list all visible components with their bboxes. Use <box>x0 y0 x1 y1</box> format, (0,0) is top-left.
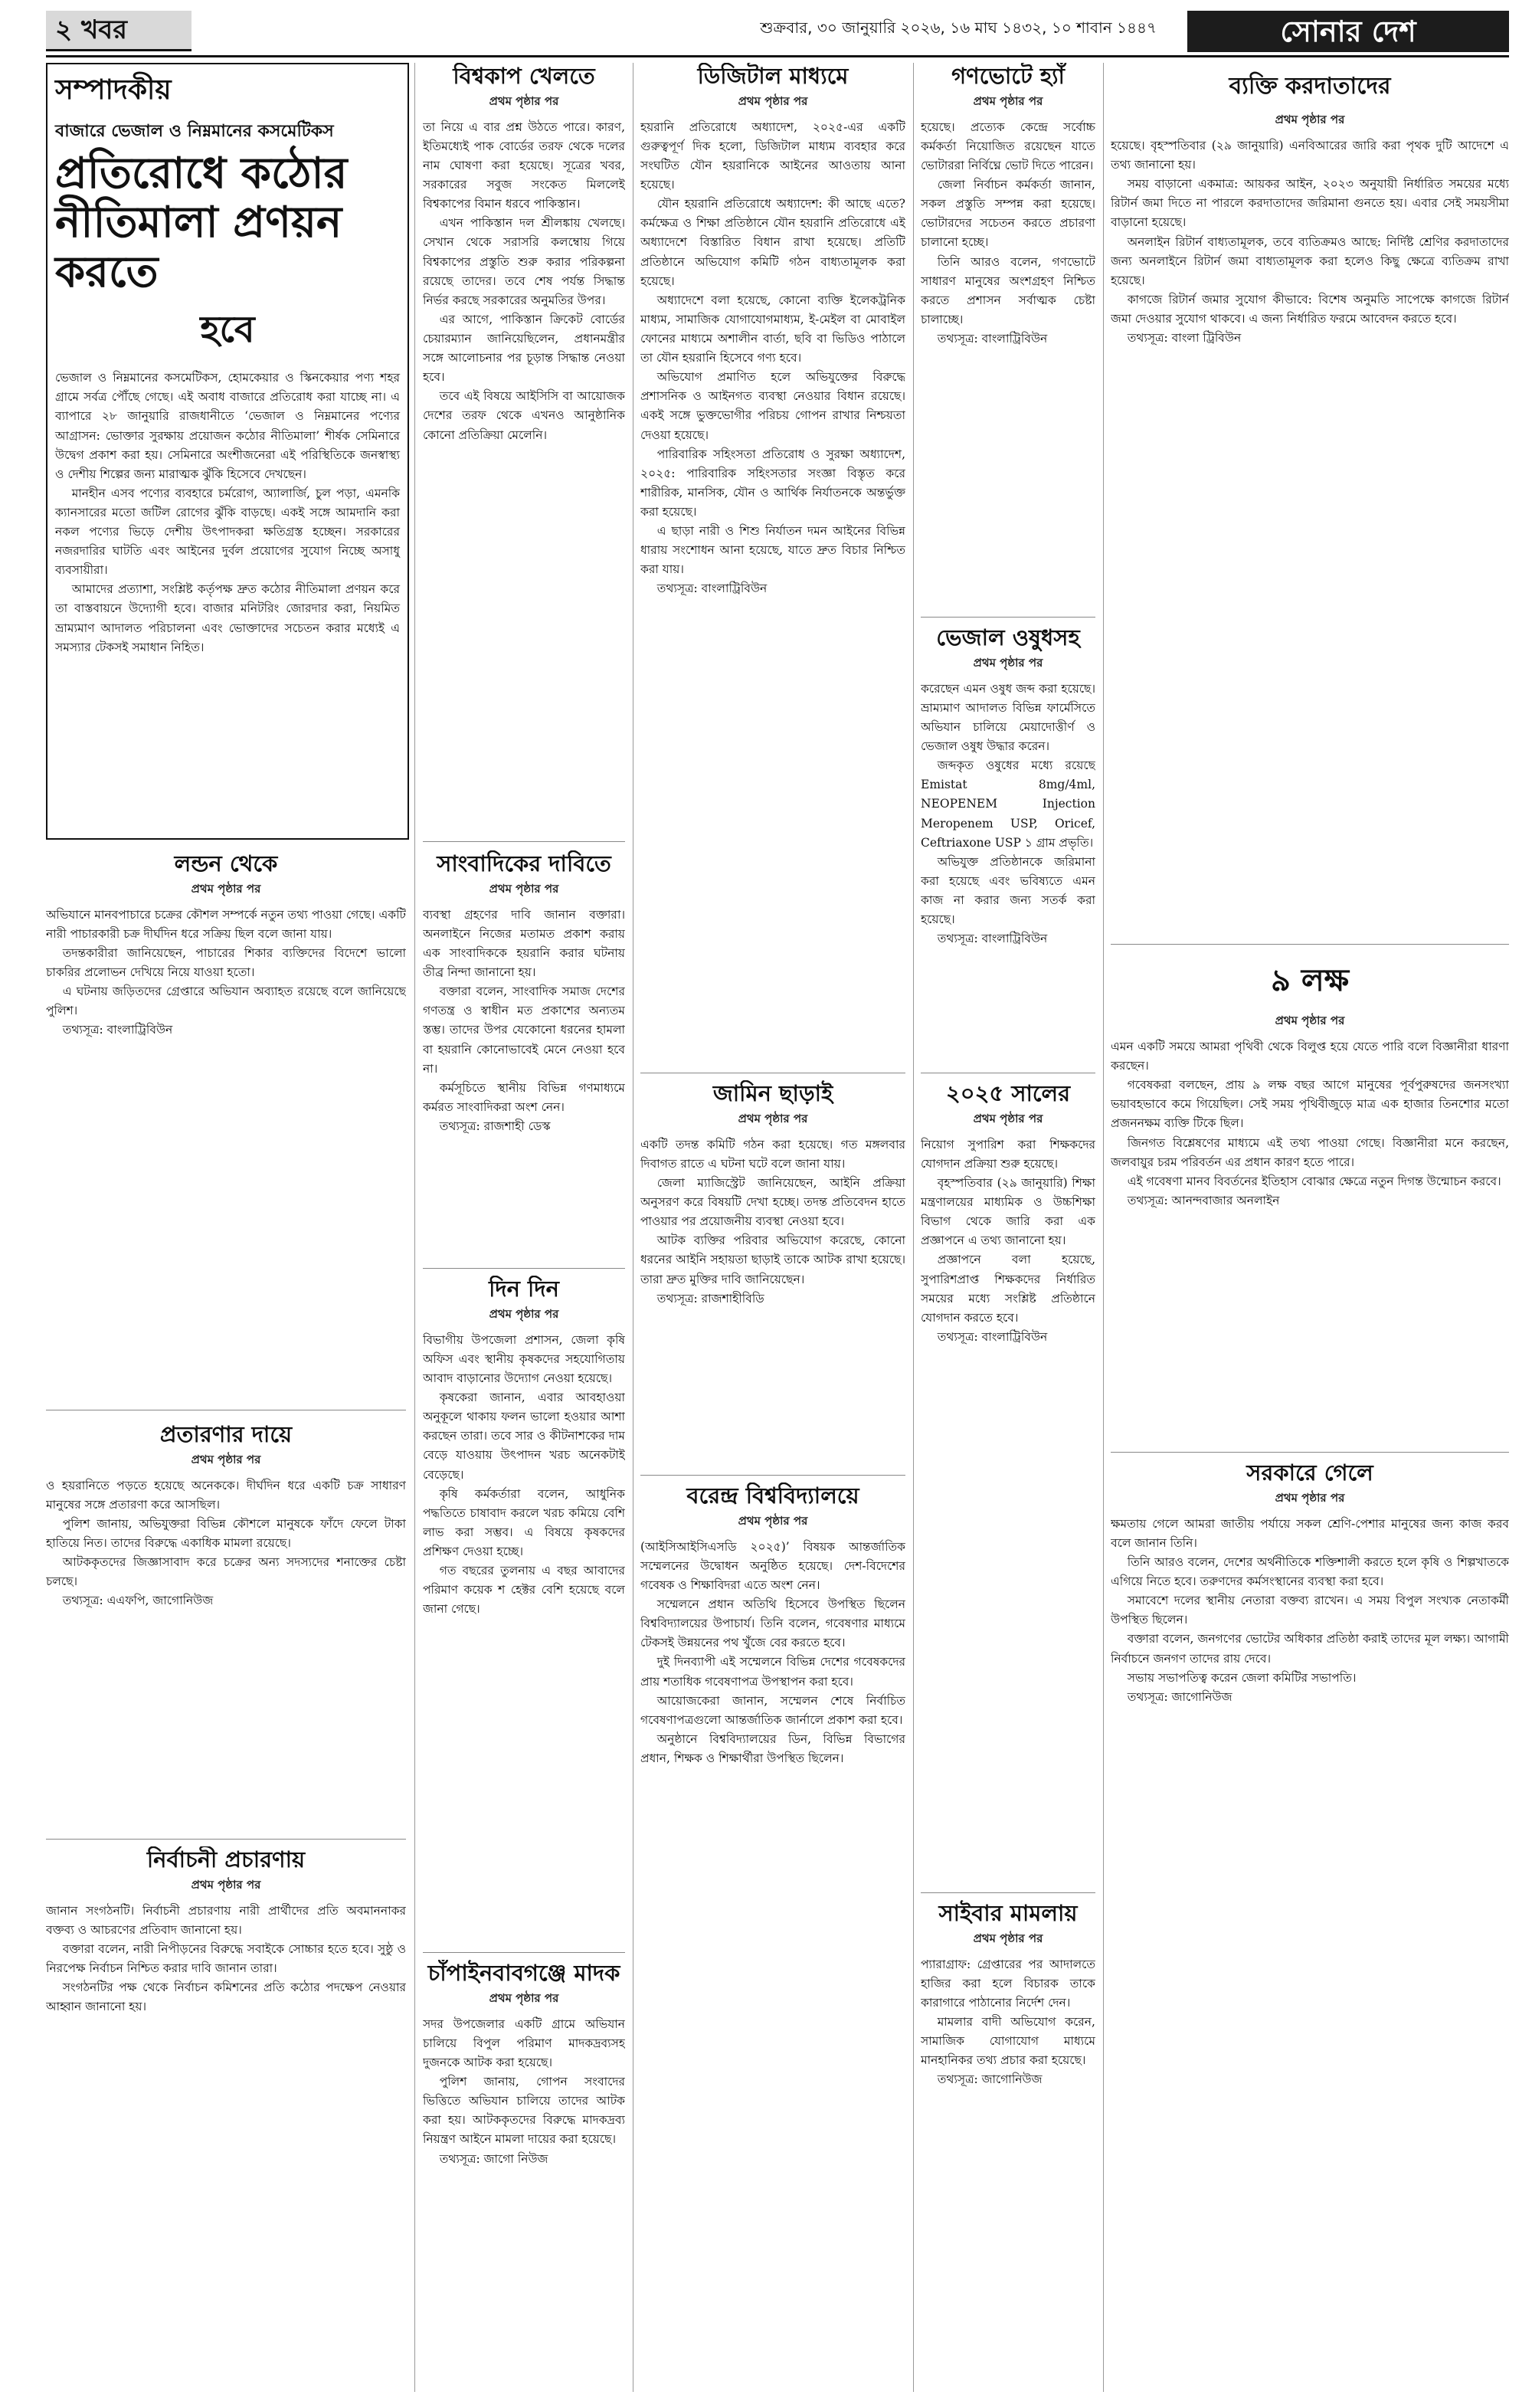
article-paragraph: সম্মেলনে প্রধান অতিথি হিসেবে উপস্থিত ছিলেন বিশ্ববিদ্যালয়ের উপাচার্য। তিনি বলেন, গবেষণার মাধ্যমে টেকসই উন্নয়নের পথ খুঁজে বের করতে হবে। <box>640 1597 905 1650</box>
article-paragraph: করেছেন এমন ওষুধ জব্দ করা হয়েছে। ভ্রাম্যমাণ আদালত বিভিন্ন ফার্মেসিতে অভিযান চালিয়ে মেয়াদোত্তীর্ণ ও ভেজাল ওষুধ উদ্ধার করেন। <box>921 681 1095 754</box>
editorial-paragraph: ভেজাল ও নিম্নমানের কসমেটিকস, হোমকেয়ার ও স্কিনকেয়ার পণ্য শহর গ্রামে সর্বত্র পৌঁছে গেছে। এই অবাধ বাজারে প্রতিরোধ করা যাচ্ছে না। এ ব্যাপারে ২৮ জানুয়ারি রাজধানীতে ‘ভেজাল ও নিম্নমানের পণ্যের আগ্রাসন: ভোক্তার সুরক্ষায় প্রয়োজন কঠোর নীতিমালা’ শীর্ষক সেমিনারে উদ্বেগ প্রকাশ করা হয়। সেমিনারে অংশীজনেরা এই পরিস্থিতিকে জনস্বাস্থ্য ও দেশীয় শিল্পের জন্য মারাত্মক ঝুঁকি হিসেবে দেখছেন। <box>55 371 400 481</box>
article-paragraph: সদর উপজেলার একটি গ্রামে অভিযান চালিয়ে বিপুল পরিমাণ মাদকদ্রব্যসহ দুজনকে আটক করা হয়েছে। <box>423 2016 625 2070</box>
article-continued: প্রথম পৃষ্ঠার পর <box>973 1111 1043 1125</box>
article-continued: প্রথম পৃষ্ঠার পর <box>738 1111 808 1125</box>
article-source: তথ্যসূত্র: জাগো নিউজ <box>439 2151 548 2166</box>
article-paragraph: জিনগত বিশ্লেষণের মাধ্যমে এই তথ্য পাওয়া গেছে। বিজ্ঞানীরা মনে করছেন, জলবায়ুর চরম পরিবর্তন এর প্রধান কারণ হতে পারে। <box>1111 1135 1509 1169</box>
article-paragraph: এ ঘটনায় জড়িতদের গ্রেপ্তারে অভিযান অব্যাহত রয়েছে বলে জানিয়েছে পুলিশ। <box>46 984 406 1018</box>
article-paragraph: তবে এই বিষয়ে আইসিসি বা আয়োজক দেশের তরফ থেকে এখনও আনুষ্ঠানিক কোনো প্রতিক্রিয়া মেলেনি। <box>423 389 625 442</box>
article-title: ২০২৫ সালের <box>945 1080 1071 1106</box>
article-title: সাংবাদিকের দাবিতে <box>437 850 611 876</box>
article-source: তথ্যসূত্র: বাংলাট্রিবিউন <box>937 332 1048 346</box>
article-source: তথ্যসূত্র: বাংলাট্রিবিউন <box>937 932 1048 946</box>
article-adulterated-medicine <box>921 624 1095 1007</box>
article-paragraph: বক্তারা বলেন, জনগণের ভোটের অধিকার প্রতিষ্ঠা করাই তাদের মূল লক্ষ্য। আগামী নির্বাচনে জনগণ তাদের রায় দেবে। <box>1111 1632 1509 1666</box>
editorial-kicker: বাজারে ভেজাল ও নিম্নমানের কসমেটিকস <box>55 122 334 141</box>
article-paragraph: পুলিশ জানায়, গোপন সংবাদের ভিত্তিতে অভিযান চালিয়ে তাদের আটক করা হয়। আটককৃতদের বিরুদ্ধে মাদকদ্রব্য নিয়ন্ত্রণ আইনে মামলা দায়ের করা হয়েছে। <box>423 2075 625 2147</box>
article-continued: প্রথম পৃষ্ঠার পর <box>973 655 1043 670</box>
article-title: প্রতারণার দায়ে <box>159 1421 293 1447</box>
article-world-cup <box>423 63 625 829</box>
article-paragraph: এই গবেষণা মানব বিবর্তনের ইতিহাস বোঝার ক্ষেত্রে নতুন দিগন্ত উন্মোচন করবে। <box>1127 1174 1501 1188</box>
article-paragraph: এর আগে, পাকিস্তান ক্রিকেট বোর্ডের চেয়ারম্যান জানিয়েছিলেন, প্রধানমন্ত্রীর সঙ্গে আলোচনার পর চূড়ান্ত সিদ্ধান্ত নেওয়া হবে। <box>423 312 625 385</box>
article-title: চাঁপাইনবাবগঞ্জে মাদক <box>427 1960 620 1986</box>
article-individual-taxpayers <box>1111 63 1509 936</box>
article-paragraph: জানান সংগঠনটি। নির্বাচনী প্রচারণায় নারী প্রার্থীদের প্রতি অবমাননাকর বক্তব্য ও আচরণের প্রতিবাদ জানানো হয়। <box>46 1903 406 1937</box>
article-source: তথ্যসূত্র: রাজশাহী ডেস্ক <box>439 1119 551 1133</box>
article-paragraph: নিয়োগ সুপারিশ করা শিক্ষকদের যোগদান প্রক্রিয়া শুরু হয়েছে। <box>921 1137 1095 1171</box>
article-going-to-government <box>1111 1460 1509 2387</box>
article-continued: প্রথম পৃষ্ঠার পর <box>489 881 559 896</box>
article-source: তথ্যসূত্র: বাংলাট্রিবিউন <box>937 1329 1048 1344</box>
article-paragraph: দুই দিনব্যাপী এই সম্মেলনে বিভিন্ন দেশের গবেষকদের প্রায় শতাধিক গবেষণাপত্র উপস্থাপন করা হবে। <box>640 1655 905 1689</box>
article-divider <box>640 1475 905 1476</box>
article-paragraph: একটি তদন্ত কমিটি গঠন করা হয়েছে। গত মঙ্গলবার দিবাগত রাতে এ ঘটনা ঘটে বলে জানা যায়। <box>640 1137 905 1171</box>
article-title: ডিজিটাল মাধ্যমে <box>697 63 849 89</box>
article-paragraph: অভিযুক্ত প্রতিষ্ঠানকে জরিমানা করা হয়েছে এবং ভবিষ্যতে এমন কাজ না করার জন্য সতর্ক করা হয়েছে। <box>921 854 1095 927</box>
article-divider <box>423 1268 625 1269</box>
article-source: তথ্যসূত্র: রাজশাহীবিডি <box>656 1291 764 1306</box>
article-title: সাইবার মামলায় <box>938 1900 1078 1926</box>
article-divider <box>1111 1452 1509 1453</box>
article-paragraph: গত বছরের তুলনায় এ বছর আবাদের পরিমাণ কয়েক শ হেক্টর বেশি হয়েছে বলে জানা গেছে। <box>423 1564 625 1617</box>
article-paragraph: তা নিয়ে এ বার প্রশ্ন উঠতে পারে। কারণ, ইতিমধ্যেই পাক বোর্ডের তরফ থেকে দলের নাম ঘোষণা করা হয়েছে। সূত্রের খবর, সরকারের সবুজ সংকেত মিললেই বিশ্বকাপের বিমান ধরবে পাকিস্তান। <box>423 120 625 211</box>
article-paragraph: তদন্তকারীরা জানিয়েছেন, পাচারের শিকার ব্যক্তিদের বিদেশে ভালো চাকরির প্রলোভন দেখিয়ে নিয়ে যাওয়া হতো। <box>46 946 406 980</box>
article-paragraph: ক্ষমতায় গেলে আমরা জাতীয় পর্যায়ে সকল শ্রেণি-পেশার মানুষের জন্য কাজ করব বলে জানান তিনি। <box>1111 1516 1509 1550</box>
article-continued: প্রথম পৃষ্ঠার পর <box>1275 1014 1345 1027</box>
article-paragraph: সংগঠনটির পক্ষ থেকে নির্বাচন কমিশনের প্রতি কঠোর পদক্ষেপ নেওয়ার আহ্বান জানানো হয়। <box>46 1980 406 2014</box>
article-source: তথ্যসূত্র: জাগোনিউজ <box>1127 1689 1232 1704</box>
article-referendum-yes <box>921 63 1095 492</box>
page-header <box>46 11 1509 55</box>
editorial-box <box>46 63 409 840</box>
article-divider <box>46 1839 406 1840</box>
article-title: ভেজাল ওষুধসহ <box>936 624 1080 650</box>
header-rule <box>46 55 1509 57</box>
article-paragraph: অভিযানে মানবপাচারে চক্রের কৌশল সম্পর্কে নতুন তথ্য পাওয়া গেছে। একটি নারী পাচারকারী চক্র দীর্ঘদিন ধরে সক্রিয় ছিল বলে জানা যায়। <box>46 907 406 941</box>
article-continued: প্রথম পৃষ্ঠার পর <box>738 1513 808 1528</box>
article-paragraph: পারিবারিক সহিংসতা প্রতিরোধ ও সুরক্ষা অধ্যাদেশ, ২০২৫: পারিবারিক সহিংসতার সংজ্ঞা বিস্তৃত করে শারীরিক, মানসিক, যৌন ও আর্থিক নির্যাতনকে অন্তর্ভুক্ত করা হয়েছে। <box>640 447 905 519</box>
article-paragraph: কৃষকেরা জানান, এবার আবহাওয়া অনুকূলে থাকায় ফলন ভালো হওয়ার আশা করছেন তারা। তবে সার ও কীটনাশকের দাম বেড়ে যাওয়ায় উৎপাদন খরচ অনেকটাই বেড়েছে। <box>423 1391 625 1482</box>
article-title: ৯ লক্ষ <box>1270 963 1350 998</box>
article-continued: প্রথম পৃষ্ঠার পর <box>489 93 559 108</box>
section-label: ২ খবর <box>46 11 192 51</box>
article-title: লন্ডন থেকে <box>174 850 278 876</box>
editorial-headline-tail: হবে <box>200 308 255 352</box>
article-continued: প্রথম পৃষ্ঠার পর <box>738 93 808 108</box>
article-divider <box>921 1892 1095 1893</box>
article-title: সরকারে গেলে <box>1246 1460 1373 1486</box>
column-divider <box>913 63 914 2392</box>
article-barind-university <box>640 1482 905 2387</box>
article-title: ব্যক্তি করদাতাদের <box>1229 73 1391 100</box>
article-2025-year <box>921 1080 1095 1877</box>
article-cyber-case <box>921 1900 1095 2383</box>
article-source: তথ্যসূত্র: জাগোনিউজ <box>937 2072 1043 2087</box>
article-paragraph: বৃহস্পতিবার (২৯ জানুয়ারি) শিক্ষা মন্ত্রণালয়ের মাধ্যমিক ও উচ্চশিক্ষা বিভাগ থেকে জারি করা এক প্রজ্ঞাপনে এ তথ্য জানানো হয়। <box>921 1176 1095 1248</box>
article-continued: প্রথম পৃষ্ঠার পর <box>489 1306 559 1321</box>
article-paragraph: বক্তারা বলেন, নারী নিপীড়নের বিরুদ্ধে সবাইকে সোচ্চার হতে হবে। সুষ্ঠু ও নিরপেক্ষ নির্বাচন নিশ্চিত করার দাবি জানান তারা। <box>46 1942 406 1976</box>
article-paragraph: (আইসিআইসিএসডি ২০২৫)’ বিষয়ক আন্তর্জাতিক সম্মেলনের উদ্বোধন অনুষ্ঠিত হয়েছে। দেশ-বিদেশের গবেষক ও শিক্ষাবিদরা এতে অংশ নেন। <box>640 1539 905 1593</box>
article-paragraph: তিনি আরও বলেন, গণভোটে সাধারণ মানুষের অংশগ্রহণ নিশ্চিত করতে প্রশাসন সর্বাত্মক চেষ্টা চালাচ্ছে। <box>921 254 1095 326</box>
article-paragraph: যৌন হয়রানি প্রতিরোধে অধ্যাদেশ: কী আছে এতে? কর্মক্ষেত্র ও শিক্ষা প্রতিষ্ঠানে যৌন হয়রানি প্রতিরোধে এই অধ্যাদেশে বিস্তারিত বিধান রাখা হয়েছে। প্রতিটি প্রতিষ্ঠানে অভিযোগ কমিটি গঠন বাধ্যতামূলক করা হয়েছে। <box>640 197 905 288</box>
article-paragraph: কাগজে রিটার্ন জমার সুযোগ কীভাবে: বিশেষ অনুমতি সাপেক্ষে কাগজে রিটার্ন জমা দেওয়ার সুযোগ থাকবে। এ জন্য নির্ধারিত ফরমে আবেদন করতে হবে। <box>1111 292 1509 326</box>
article-paragraph: অধ্যাদেশে বলা হয়েছে, কোনো ব্যক্তি ইলেকট্রনিক মাধ্যম, সামাজিক যোগাযোগমাধ্যম, ই-মেইল বা মোবাইল ফোনের মাধ্যমে অশালীন বার্তা, ছবি বা ভিডিও পাঠালে তা যৌন হয়রানি হিসেবে গণ্য হবে। <box>640 293 905 365</box>
column-divider <box>1103 63 1104 2392</box>
article-title: দিন দিন <box>489 1276 559 1302</box>
article-paragraph: এমন একটি সময়ে আমরা পৃথিবী থেকে বিলুপ্ত হয়ে যেতে পারি বলে বিজ্ঞানীরা ধারণা করছেন। <box>1111 1040 1509 1073</box>
article-paragraph: এখন পাকিস্তান দল শ্রীলঙ্কায় খেলছে। সেখান থেকে সরাসরি কলম্বোয় গিয়ে বিশ্বকাপের প্রস্তুতি শুরু করার পরিকল্পনা রয়েছে তাদের। তবে শেষ পর্যন্ত সিদ্ধান্ত নির্ভর করছে সরকারের অনুমতির উপর। <box>423 216 625 307</box>
article-paragraph: হয়েছে। বৃহস্পতিবার (২৯ জানুয়ারি) এনবিআরের জারি করা পৃথক দুটি আদেশে এ তথ্য জানানো হয়। <box>1111 139 1509 172</box>
column-divider <box>414 63 415 2392</box>
editorial-headline: প্রতিরোধে কঠোর নীতিমালা প্রণয়ন করতে <box>55 149 348 297</box>
article-paragraph: অনলাইন রিটার্ন বাধ্যতামূলক, তবে ব্যতিক্রমও আছে: নির্দিষ্ট শ্রেণির করদাতাদের জন্য অনলাইনে রিটার্ন জমা বাধ্যতামূলক করা হলেও কিছু ক্ষেত্রে ব্যতিক্রম রাখা হয়েছে। <box>1111 234 1509 287</box>
article-journalist-demand <box>423 850 625 1241</box>
article-title: বিশ্বকাপ খেলতে <box>453 63 595 89</box>
article-paragraph: গবেষকরা বলছেন, প্রায় ৯ লক্ষ বছর আগে মানুষের পূর্বপুরুষদের জনসংখ্যা ভয়াবহভাবে কমে গিয়েছিল। সেই সময় পৃথিবীজুড়ে মাত্র এক হাজার তিনশোর মতো প্রজননক্ষম ব্যক্তি টিকে ছিল। <box>1111 1078 1509 1131</box>
article-continued: প্রথম পৃষ্ঠার পর <box>1275 113 1345 126</box>
date-line: শুক্রবার, ৩০ জানুয়ারি ২০২৬, ১৬ মাঘ ১৪৩২, ১০ শাবান ১৪৪৭ <box>760 18 1157 37</box>
article-paragraph: আটককৃতদের জিজ্ঞাসাবাদ করে চক্রের অন্য সদস্যদের শনাক্তের চেষ্টা চলছে। <box>46 1555 406 1589</box>
article-paragraph: কৃষি কর্মকর্তারা বলেন, আধুনিক পদ্ধতিতে চাষাবাদ করলে খরচ কমিয়ে বেশি লাভ করা সম্ভব। এ বিষয়ে কৃষকদের প্রশিক্ষণ দেওয়া হচ্ছে। <box>423 1486 625 1558</box>
article-divider <box>1111 944 1509 945</box>
article-paragraph: তিনি আরও বলেন, দেশের অর্থনীতিকে শক্তিশালী করতে হলে কৃষি ও শিল্পখাতকে এগিয়ে নিতে হবে। তরুণদের কর্মসংস্থানের ব্যবস্থা করা হবে। <box>1111 1555 1509 1589</box>
article-continued: প্রথম পৃষ্ঠার পর <box>191 1877 261 1892</box>
article-election-campaign <box>46 1846 406 2383</box>
article-title: নির্বাচনী প্রচারণায় <box>146 1846 306 1872</box>
article-paragraph: জেলা ম্যাজিস্ট্রেট জানিয়েছেন, আইনি প্রক্রিয়া অনুসরণ করে বিষয়টি দেখা হচ্ছে। তদন্ত প্রতিবেদন হাতে পাওয়ার পর প্রয়োজনীয় ব্যবস্থা নেওয়া হবে। <box>640 1176 905 1229</box>
article-paragraph: পুলিশ জানায়, অভিযুক্তরা বিভিন্ন কৌশলে মানুষকে ফাঁদে ফেলে টাকা হাতিয়ে নিত। তাদের বিরুদ্ধে একাধিক মামলা রয়েছে। <box>46 1517 406 1551</box>
article-source: তথ্যসূত্র: বাংলাট্রিবিউন <box>656 582 768 596</box>
editorial-tag: সম্পাদকীয় <box>55 74 172 106</box>
article-paragraph: সমাবেশে দলের স্থানীয় নেতারা বক্তব্য রাখেন। এ সময় বিপুল সংখ্যক নেতাকর্মী উপস্থিত ছিলেন। <box>1111 1594 1509 1627</box>
article-continued: প্রথম পৃষ্ঠার পর <box>191 881 261 896</box>
article-continued: প্রথম পৃষ্ঠার পর <box>191 1452 261 1466</box>
article-continued: প্রথম পৃষ্ঠার পর <box>973 93 1043 108</box>
article-paragraph: ও হয়রানিতে পড়তে হয়েছে অনেককে। দীর্ঘদিন ধরে একটি চক্র সাধারণ মানুষের সঙ্গে প্রতারণা করে আসছিল। <box>46 1478 406 1512</box>
article-divider <box>423 1952 625 1953</box>
article-london <box>46 850 406 1111</box>
article-fraud <box>46 1421 406 1712</box>
article-digital-media <box>640 63 905 1059</box>
article-chapainawabganj-drugs <box>423 1960 625 2389</box>
article-9-lakh <box>1111 952 1509 1427</box>
article-divider <box>423 841 625 842</box>
masthead: সোনার দেশ <box>1187 11 1509 52</box>
article-paragraph: কর্মসূচিতে স্থানীয় বিভিন্ন গণমাধ্যমে কর্মরত সাংবাদিকরা অংশ নেন। <box>423 1080 625 1114</box>
article-paragraph: অনুষ্ঠানে বিশ্ববিদ্যালয়ের ডিন, বিভিন্ন বিভাগের প্রধান, শিক্ষক ও শিক্ষার্থীরা উপস্থিত ছিলেন। <box>640 1731 905 1765</box>
article-paragraph: হয়রানি প্রতিরোধে অধ্যাদেশ, ২০২৫-এর একটি গুরুত্বপূর্ণ দিক হলো, ডিজিটাল মাধ্যম ব্যবহার করে সংঘটিত যৌন হয়রানিকে আইনের আওতায় আনা হয়েছে। <box>640 120 905 192</box>
article-paragraph: আটক ব্যক্তির পরিবার অভিযোগ করেছে, কোনো ধরনের আইনি সহায়তা ছাড়াই তাকে আটক রাখা হয়েছে। তারা দ্রুত মুক্তির দাবি জানিয়েছেন। <box>640 1233 905 1286</box>
article-source: তথ্যসূত্র: এএফপি, জাগোনিউজ <box>62 1594 214 1608</box>
editorial-paragraph: আমাদের প্রত্যাশা, সংশ্লিষ্ট কর্তৃপক্ষ দ্রুত কঠোর নীতিমালা প্রণয়ন করে তা বাস্তবায়নে উদ্যোগী হবে। বাজার মনিটরিং জোরদার করা, নিয়মিত ভ্রাম্যমাণ আদালত পরিচালনা এবং ভোক্তাদের সচেতন করার মধ্যেই এ সমস্যার টেকসই সমাধান নিহিত। <box>55 582 400 654</box>
article-paragraph: মামলার বাদী অভিযোগ করেন, সামাজিক যোগাযোগ মাধ্যমে মানহানিকর তথ্য প্রচার করা হয়েছে। <box>921 2015 1095 2068</box>
article-paragraph: জেলা নির্বাচন কর্মকর্তা জানান, সকল প্রস্তুতি সম্পন্ন করা হয়েছে। ভোটারদের সচেতন করতে প্রচারণা চালানো হচ্ছে। <box>921 178 1095 250</box>
article-paragraph: বিভাগীয় উপজেলা প্রশাসন, জেলা কৃষি অফিস এবং স্থানীয় কৃষকদের সহযোগিতায় আবাদ বাড়ানোর উদ্যোগ নেওয়া হয়েছে। <box>423 1332 625 1386</box>
article-paragraph: সময় বাড়ানো একমাত্র: আয়কর আইন, ২০২৩ অনুযায়ী নির্ধারিত সময়ের মধ্যে রিটার্ন জমা দিতে না পারলে করদাতাদের জরিমানা গুনতে হয়। এবার সেই সময়সীমা বাড়ানো হয়েছে। <box>1111 177 1509 230</box>
article-source: তথ্যসূত্র: বাংলাট্রিবিউন <box>62 1023 173 1037</box>
article-without-bail <box>640 1080 905 1456</box>
article-source: তথ্যসূত্র: বাংলা ট্রিবিউন <box>1127 331 1242 346</box>
article-continued: প্রথম পৃষ্ঠার পর <box>489 1990 559 2005</box>
article-divider <box>921 617 1095 618</box>
article-paragraph: বক্তারা বলেন, সাংবাদিক সমাজ দেশের গণতন্ত্র ও স্বাধীন মত প্রকাশের অন্যতম স্তম্ভ। তাদের উপর যেকোনো ধরনের হামলা বা হয়রানি কোনোভাবেই মেনে নেওয়া হবে না। <box>423 984 625 1076</box>
article-paragraph: এ ছাড়া নারী ও শিশু নির্যাতন দমন আইনের বিভিন্ন ধারায় সংশোধন আনা হয়েছে, যাতে দ্রুত বিচার নিশ্চিত করা যায়। <box>640 524 905 577</box>
editorial-paragraph: মানহীন এসব পণ্যের ব্যবহারে চর্মরোগ, অ্যালার্জি, চুল পড়া, এমনকি ক্যানসারের মতো জটিল রোগের ঝুঁকি বাড়ছে। একই সঙ্গে আমদানি করা নকল পণ্যের ভিড়ে দেশীয় উৎপাদকরা ক্ষতিগ্রস্ত হচ্ছেন। সরকারের নজরদারির ঘাটতি এবং আইনের দুর্বল প্রয়োগের সুযোগ নিচ্ছে অসাধু ব্যবসায়ীরা। <box>55 486 400 578</box>
article-paragraph: প্রজ্ঞাপনে বলা হয়েছে, সুপারিশপ্রাপ্ত শিক্ষকদের নির্ধারিত সময়ের মধ্যে সংশ্লিষ্ট প্রতিষ্ঠানে যোগদান করতে হবে। <box>921 1253 1095 1325</box>
article-title: গণভোটে হ্যাঁ <box>951 63 1065 89</box>
article-paragraph: সভায় সভাপতিত্ব করেন জেলা কমিটির সভাপতি। <box>1127 1670 1357 1685</box>
article-paragraph: ব্যবস্থা গ্রহণের দাবি জানান বক্তারা। অনলাইনে নিজের মতামত প্রকাশ করায় এক সাংবাদিককে হয়রানি করার ঘটনায় তীব্র নিন্দা জানানো হয়। <box>423 907 625 980</box>
article-continued: প্রথম পৃষ্ঠার পর <box>1275 1490 1345 1505</box>
article-title: জামিন ছাড়াই <box>712 1080 833 1106</box>
article-paragraph: প্যারাগ্রাফ: গ্রেপ্তারের পর আদালতে হাজির করা হলে বিচারক তাকে কারাগারে পাঠানোর নির্দেশ দেন। <box>921 1957 1095 2010</box>
article-source: তথ্যসূত্র: আনন্দবাজার অনলাইন <box>1127 1193 1280 1207</box>
article-paragraph: জব্দকৃত ওষুধের মধ্যে রয়েছে Emistat 8mg/4ml, NEOPENEM Injection Meropenem USP, Oricef, Ceftriaxone USP ১ গ্রাম প্রভৃতি। <box>921 758 1095 850</box>
article-title: বরেন্দ্র বিশ্ববিদ্যালয়ে <box>686 1482 859 1509</box>
article-paragraph: হয়েছে। প্রত্যেক কেন্দ্রে সর্বোচ্চ কর্মকর্তা নিয়োজিত রয়েছেন যাতে ভোটাররা নির্বিঘ্নে ভোট দিতে পারেন। <box>921 120 1095 173</box>
article-continued: প্রথম পৃষ্ঠার পর <box>973 1931 1043 1945</box>
article-day-by-day <box>423 1276 625 1935</box>
article-paragraph: আয়োজকেরা জানান, সম্মেলন শেষে নির্বাচিত গবেষণাপত্রগুলো আন্তর্জাতিক জার্নালে প্রকাশ করা হবে। <box>640 1693 905 1727</box>
article-paragraph: অভিযোগ প্রমাণিত হলে অভিযুক্তের বিরুদ্ধে প্রশাসনিক ও আইনগত ব্যবস্থা নেওয়ার বিধান রয়েছে। একই সঙ্গে ভুক্তভোগীর পরিচয় গোপন রাখার নিশ্চয়তা দেওয়া হয়েছে। <box>640 370 905 442</box>
